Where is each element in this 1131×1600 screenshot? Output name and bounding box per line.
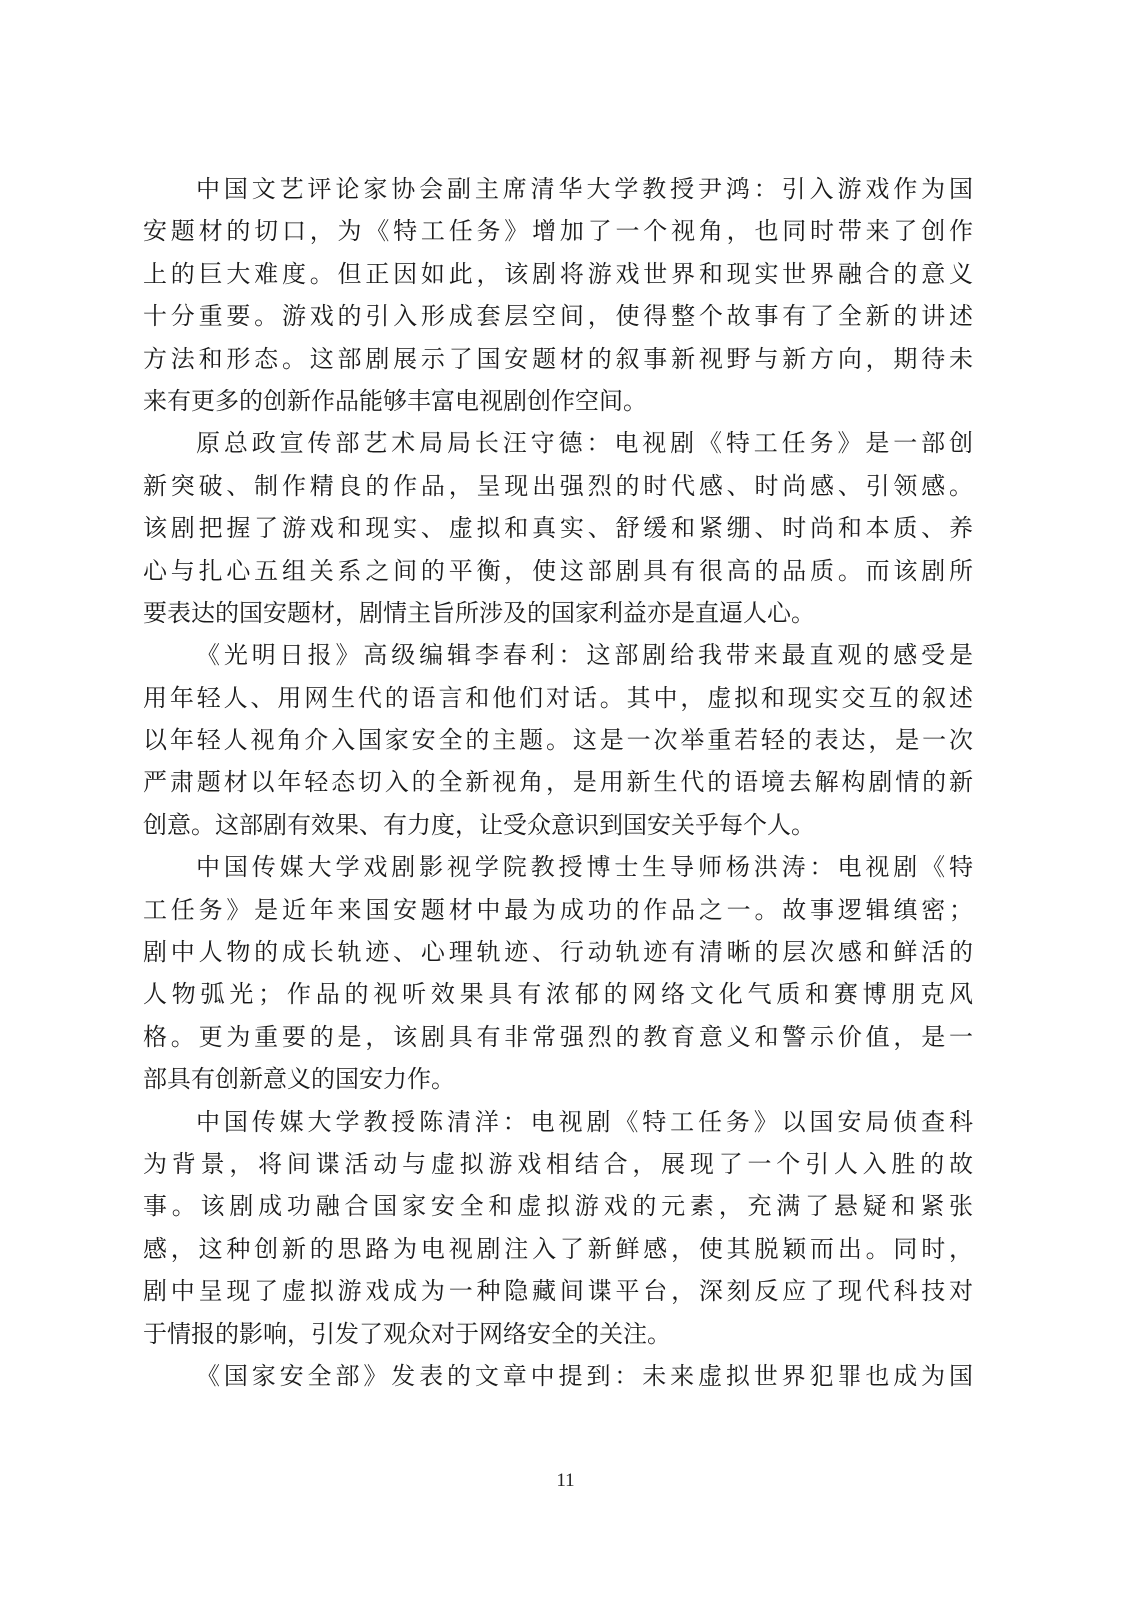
text-line: 《国家安全部》发表的文章中提到：未来虚拟世界犯罪也成为国 — [196, 1361, 973, 1390]
paragraph-chen-qingyang — [143, 1101, 973, 1355]
text-line: 《光明日报》高级编辑李春利：这部剧给我带来最直观的感受是 — [196, 641, 973, 670]
paragraph-wang-shoude — [143, 422, 973, 634]
paragraph-yin-hong — [143, 168, 973, 422]
text-line: 安题材的切口，为《特工任务》增加了一个视角，也同时带来了创作 — [143, 217, 973, 246]
text-line: 以年轻人视角介入国家安全的主题。这是一次举重若轻的表达，是一次 — [143, 726, 973, 755]
text-line: 方法和形态。这部剧展示了国安题材的叙事新视野与新方向，期待未 — [143, 344, 973, 373]
text-line: 要表达的国安题材，剧情主旨所涉及的国家利益亦是直逼人心。 — [143, 598, 815, 627]
page-number: 11 — [556, 1470, 575, 1491]
text-line: 部具有创新意义的国安力作。 — [143, 1065, 455, 1094]
text-line: 十分重要。游戏的引入形成套层空间，使得整个故事有了全新的讲述 — [143, 302, 973, 331]
text-line: 格。更为重要的是，该剧具有非常强烈的教育意义和警示价值，是一 — [143, 1022, 973, 1051]
text-line: 新突破、制作精良的作品，呈现出强烈的时代感、时尚感、引领感。 — [143, 471, 973, 500]
text-line: 来有更多的创新作品能够丰富电视剧创作空间。 — [143, 386, 647, 415]
text-line: 为背景，将间谍活动与虚拟游戏相结合，展现了一个引人入胜的故 — [143, 1149, 973, 1178]
text-line: 事。该剧成功融合国家安全和虚拟游戏的元素，充满了悬疑和紧张 — [143, 1192, 973, 1221]
paragraph-li-chunli — [143, 634, 973, 846]
text-line: 工任务》是近年来国安题材中最为成功的作品之一。故事逻辑缜密； — [143, 895, 973, 924]
text-line: 感，这种创新的思路为电视剧注入了新鲜感，使其脱颖而出。同时， — [143, 1234, 973, 1263]
body-text — [143, 168, 973, 1397]
text-line: 中国文艺评论家协会副主席清华大学教授尹鸿：引入游戏作为国 — [196, 175, 973, 203]
text-line: 原总政宣传部艺术局局长汪守德：电视剧《特工任务》是一部创 — [196, 429, 973, 458]
paragraph-yang-hongtao — [143, 846, 973, 1100]
paragraph-mss-article — [143, 1355, 973, 1397]
text-line: 心与扎心五组关系之间的平衡，使这部剧具有很高的品质。而该剧所 — [143, 556, 973, 585]
text-line: 严肃题材以年轻态切入的全新视角，是用新生代的语境去解构剧情的新 — [143, 768, 973, 797]
text-line: 人物弧光；作品的视听效果具有浓郁的网络文化气质和赛博朋克风 — [143, 980, 973, 1009]
text-line: 于情报的影响，引发了观众对于网络安全的关注。 — [143, 1319, 671, 1348]
text-line: 创意。这部剧有效果、有力度，让受众意识到国安关乎每个人。 — [143, 810, 815, 839]
text-line: 中国传媒大学戏剧影视学院教授博士生导师杨洪涛：电视剧《特 — [196, 853, 973, 882]
text-line: 中国传媒大学教授陈清洋：电视剧《特工任务》以国安局侦查科 — [196, 1107, 973, 1136]
text-line: 该剧把握了游戏和现实、虚拟和真实、舒缓和紧绷、时尚和本质、养 — [143, 514, 973, 543]
text-line: 剧中人物的成长轨迹、心理轨迹、行动轨迹有清晰的层次感和鲜活的 — [143, 938, 973, 967]
text-line: 剧中呈现了虚拟游戏成为一种隐藏间谍平台，深刻反应了现代科技对 — [143, 1277, 973, 1306]
text-line: 上的巨大难度。但正因如此，该剧将游戏世界和现实世界融合的意义 — [143, 259, 973, 288]
text-line: 用年轻人、用网生代的语言和他们对话。其中，虚拟和现实交互的叙述 — [143, 683, 973, 712]
